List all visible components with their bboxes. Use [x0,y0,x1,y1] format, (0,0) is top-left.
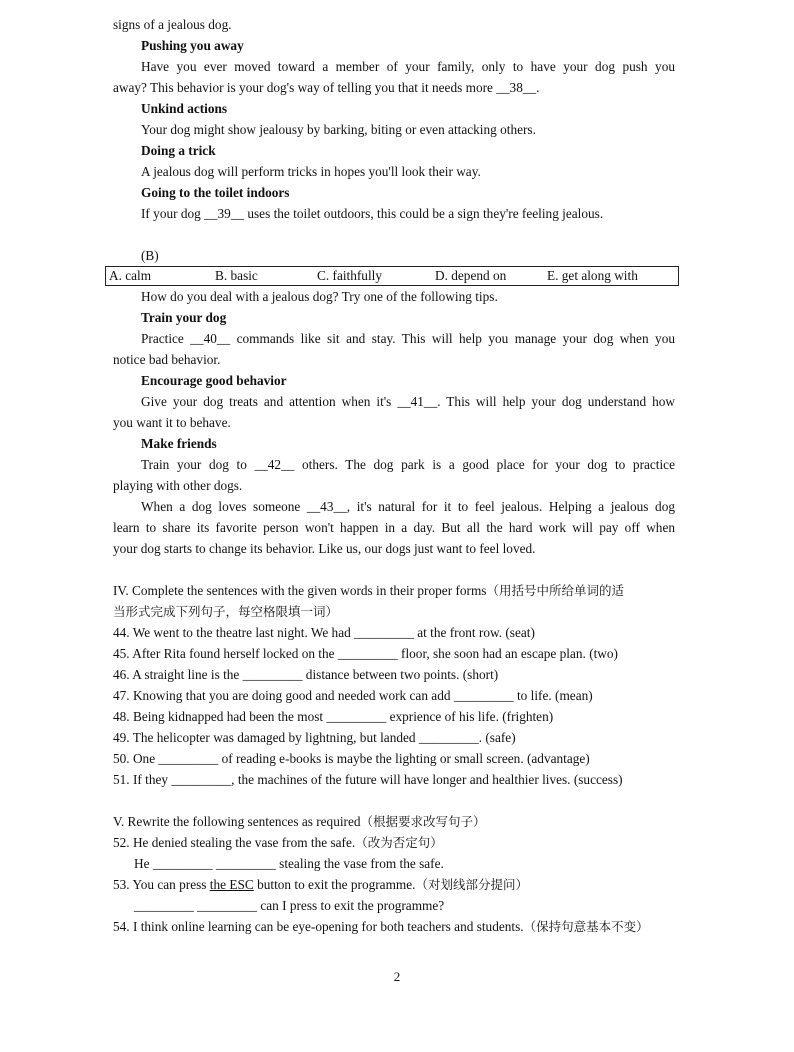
section-iv-title-zh-cont: 当形式完成下列句子，每空格限填一词） [113,604,339,619]
question-53-underlined: the ESC [209,877,254,892]
answer-53: _________ _________ can I press to exit the programme? [134,898,445,913]
question-52-text: 52. He denied stealing the vase from the safe. [113,835,356,850]
question-54-instruction: （保持句意基本不变） [523,919,649,934]
paragraph-line: Practice __40__ commands like sit and stay. This will help you manage your dog when you [141,331,675,346]
paragraph-line: away? This behavior is your dog's way of telling you that it needs more __38__. [113,80,540,95]
heading-encourage: Encourage good behavior [141,373,287,388]
question-51: 51. If they _________, the machines of the future will have longer and healthier lives. (success) [113,772,623,787]
word-option: D. depend on [435,268,507,283]
question-48: 48. Being kidnapped had been the most _________ exprience of his life. (frighten) [113,709,554,724]
word-option: B. basic [215,268,258,283]
word-option: A. calm [109,268,152,283]
question-54 [113,916,675,937]
section-v-title-en: V. Rewrite the following sentences as required [113,814,361,829]
question-53-post: button to exit the programme. [253,877,416,892]
question-47: 47. Knowing that you are doing good and needed work can add _________ to life. (mean) [113,688,593,703]
section-v-title [113,811,675,832]
section-b-label: (B) [141,248,159,263]
question-44: 44. We went to the theatre last night. We had _________ at the front row. (seat) [113,625,535,640]
question-53-pre: 53. You can press [113,877,210,892]
question-52 [113,832,675,853]
paragraph-line: How do you deal with a jealous dog? Try one of the following tips. [141,289,498,304]
paragraph-line: When a dog loves someone __43__, it's natural for it to feel jealous. Helping a jealous dog [141,499,675,514]
intro-tail: signs of a jealous dog. [113,17,232,32]
paragraph-line: playing with other dogs. [113,478,243,493]
question-50: 50. One _________ of reading e-books is maybe the lighting or small screen. (advantage) [113,751,590,766]
paragraph-line: Your dog might show jealousy by barking, biting or even attacking others. [141,122,536,137]
section-iv-title-en: IV. Complete the sentences with the given words in their proper forms [113,583,487,598]
heading-unkind-actions: Unkind actions [141,101,228,116]
word-option: E. get along with [547,268,638,283]
paragraph-line: A jealous dog will perform tricks in hopes you'll look their way. [141,164,481,179]
word-option: C. faithfully [317,268,382,283]
heading-make-friends: Make friends [141,436,217,451]
paragraph-line: learn to share its favorite person won't happen in a day. But all the hard work will pay off when [113,520,675,535]
heading-train-dog: Train your dog [141,310,227,325]
paragraph-line: you want it to behave. [113,415,231,430]
question-54-text: 54. I think online learning can be eye-opening for both teachers and students. [113,919,524,934]
question-53-instruction: （对划线部分提问） [415,877,529,892]
question-49: 49. The helicopter was damaged by lightning, but landed _________. (safe) [113,730,516,745]
document-page [109,14,675,937]
heading-pushing-away: Pushing you away [141,38,244,53]
paragraph-line: notice bad behavior. [113,352,221,367]
heading-doing-trick: Doing a trick [141,143,216,158]
section-iv-title [113,580,675,601]
question-52-instruction: （改为否定句） [355,835,443,850]
question-45: 45. After Rita found herself locked on the _________ floor, she soon had an escape plan. (two) [113,646,618,661]
page-number: 2 [393,969,401,984]
question-53 [113,874,675,895]
heading-toilet-indoors: Going to the toilet indoors [141,185,290,200]
answer-52: He _________ _________ stealing the vase from the safe. [134,856,444,871]
paragraph-line: Give your dog treats and attention when it's __41__. This will help your dog understand how [141,394,675,409]
question-46: 46. A straight line is the _________ distance between two points. (short) [113,667,499,682]
paragraph-line: Train your dog to __42__ others. The dog park is a good place for your dog to practice [141,457,675,472]
section-iv-title-zh: （用括号中所给单词的适 [486,583,624,598]
paragraph-line: your dog starts to change its behavior. Like us, our dogs just want to feel loved. [113,541,536,556]
paragraph-line: If your dog __39__ uses the toilet outdoors, this could be a sign they're feeling jealous. [141,206,604,221]
section-v-title-zh: （根据要求改写句子） [360,814,486,829]
paragraph-line: Have you ever moved toward a member of your family, only to have your dog push you [141,59,675,74]
word-box [105,266,679,286]
